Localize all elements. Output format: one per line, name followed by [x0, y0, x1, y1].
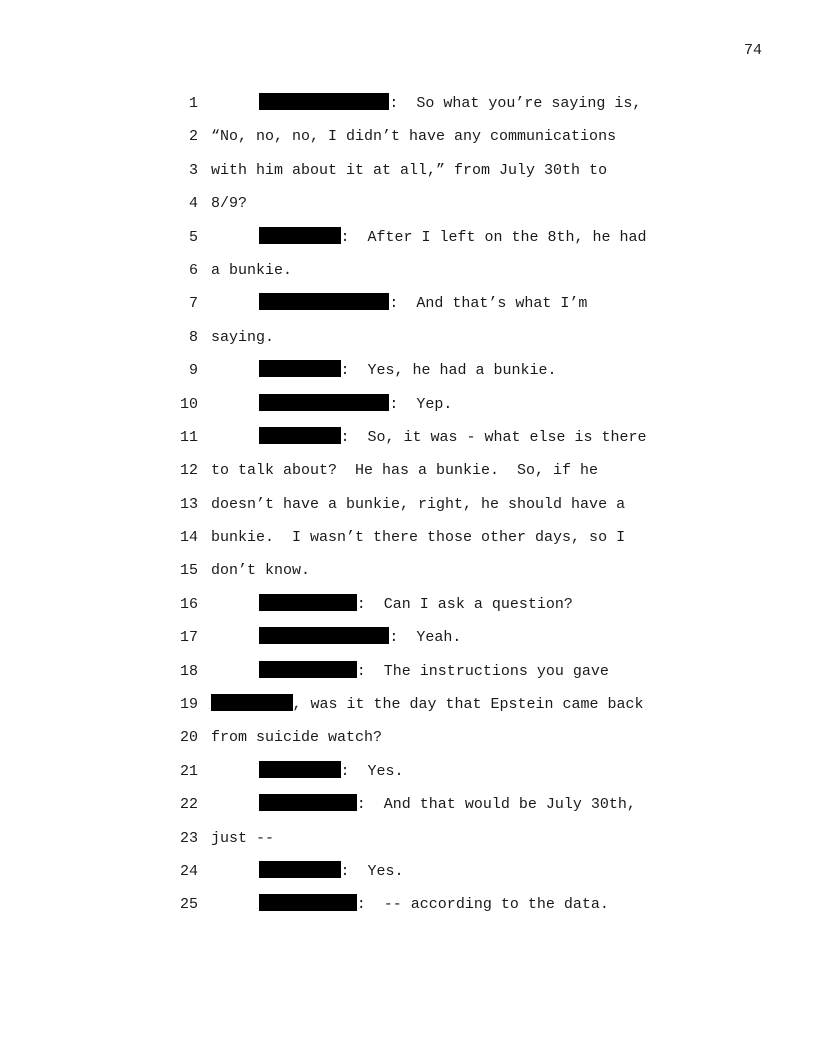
redaction-box: [259, 93, 389, 110]
line-number: 10: [179, 395, 198, 413]
line-text: : And that would be July 30th,: [356, 796, 636, 814]
redaction-box: [259, 227, 341, 244]
line-number: 6: [188, 261, 198, 279]
line-number: 12: [179, 462, 198, 480]
transcript-line: [0, 287, 816, 320]
line-number: 21: [179, 762, 198, 780]
line-text: to talk about? He has a bunkie. So, if he: [211, 462, 599, 480]
line-number: 25: [179, 896, 198, 914]
line-text: : Yes.: [340, 862, 404, 880]
transcript-line: [0, 755, 816, 788]
line-text: : After I left on the 8th, he had: [340, 228, 647, 246]
line-content: [259, 388, 452, 421]
line-content: [211, 321, 274, 354]
line-text: : Can I ask a question?: [356, 595, 573, 613]
line-text: saying.: [211, 328, 275, 346]
line-content: [259, 888, 609, 921]
transcript-line: [0, 655, 816, 688]
redaction-box: [259, 894, 357, 911]
redaction-box: [259, 861, 341, 878]
transcript-line: [0, 521, 816, 554]
transcript-line: [0, 254, 816, 287]
transcript-line: [0, 454, 816, 487]
line-number: 4: [188, 195, 198, 213]
transcript-line: [0, 187, 816, 220]
line-text: : The instructions you gave: [356, 662, 609, 680]
line-content: [211, 822, 274, 855]
line-number: 22: [179, 796, 198, 814]
line-number: 5: [188, 228, 198, 246]
line-text: just --: [211, 829, 275, 847]
line-text: : So, it was - what else is there: [340, 428, 647, 446]
line-content: [211, 154, 607, 187]
transcript-line: [0, 221, 816, 254]
transcript-line: [0, 822, 816, 855]
redaction-box: [211, 694, 293, 711]
transcript-line: [0, 788, 816, 821]
line-content: [259, 354, 557, 387]
transcript-line: [0, 388, 816, 421]
line-number: 9: [188, 362, 198, 380]
line-content: [211, 554, 310, 587]
transcript-line: [0, 855, 816, 888]
transcript-line: [0, 421, 816, 454]
line-content: [259, 655, 609, 688]
line-number: 8: [188, 328, 198, 346]
line-content: [211, 120, 616, 153]
redaction-box: [259, 761, 341, 778]
line-content: [259, 788, 636, 821]
line-content: [259, 855, 404, 888]
redaction-box: [259, 360, 341, 377]
line-content: [211, 454, 598, 487]
transcript-line: [0, 488, 816, 521]
line-number: 11: [179, 428, 198, 446]
line-text: : Yeah.: [389, 629, 462, 647]
line-number: 3: [188, 161, 198, 179]
line-number: 18: [179, 662, 198, 680]
redaction-box: [259, 293, 389, 310]
transcript-line: [0, 688, 816, 721]
line-text: a bunkie.: [211, 261, 293, 279]
redaction-box: [259, 627, 389, 644]
transcript-line: [0, 154, 816, 187]
transcript-line: [0, 87, 816, 120]
line-text: : Yep.: [389, 395, 453, 413]
transcript-line: [0, 888, 816, 921]
line-number: 13: [179, 495, 198, 513]
line-number: 23: [179, 829, 198, 847]
transcript-line: [0, 354, 816, 387]
line-text: doesn’t have a bunkie, right, he should have a: [211, 495, 626, 513]
redaction-box: [259, 794, 357, 811]
transcript-line: [0, 120, 816, 153]
line-number: 19: [179, 696, 198, 714]
line-text: : And that’s what I’m: [389, 295, 588, 313]
line-content: [259, 421, 647, 454]
transcript-body: [0, 87, 816, 922]
line-text: with him about it at all,” from July 30th to: [211, 161, 608, 179]
redaction-box: [259, 427, 341, 444]
line-content: [211, 521, 625, 554]
line-content: [211, 488, 625, 521]
transcript-line: [0, 588, 816, 621]
line-content: [259, 588, 573, 621]
line-content: [211, 688, 644, 721]
line-content: [259, 755, 404, 788]
redaction-box: [259, 394, 389, 411]
line-text: : Yes.: [340, 762, 404, 780]
line-text: : -- according to the data.: [356, 896, 609, 914]
line-text: from suicide watch?: [211, 729, 383, 747]
line-number: 16: [179, 595, 198, 613]
line-text: : So what you’re saying is,: [389, 95, 642, 112]
line-number: 14: [179, 529, 198, 547]
line-content: [259, 287, 587, 320]
transcript-line: [0, 721, 816, 754]
line-number: 15: [179, 562, 198, 580]
transcript-line: [0, 321, 816, 354]
line-number: 7: [188, 295, 198, 313]
transcript-line: [0, 554, 816, 587]
line-text: “No, no, no, I didn’t have any communications: [211, 128, 617, 146]
line-content: [259, 221, 647, 254]
line-text: don’t know.: [211, 562, 311, 580]
line-number: 1: [188, 95, 198, 112]
line-number: 17: [179, 629, 198, 647]
page-number: 74: [743, 42, 762, 59]
line-content: [211, 254, 292, 287]
line-content: [211, 721, 382, 754]
line-text: , was it the day that Epstein came back: [292, 696, 644, 714]
line-text: : Yes, he had a bunkie.: [340, 362, 557, 380]
line-content: [211, 187, 247, 220]
line-number: 2: [188, 128, 198, 146]
redaction-box: [259, 661, 357, 678]
line-text: bunkie. I wasn’t there those other days, so I: [211, 529, 626, 547]
transcript-line: [0, 621, 816, 654]
line-number: 24: [179, 862, 198, 880]
line-number: 20: [179, 729, 198, 747]
line-text: 8/9?: [211, 195, 248, 213]
redaction-box: [259, 594, 357, 611]
line-content: [259, 87, 641, 120]
line-content: [259, 621, 461, 654]
